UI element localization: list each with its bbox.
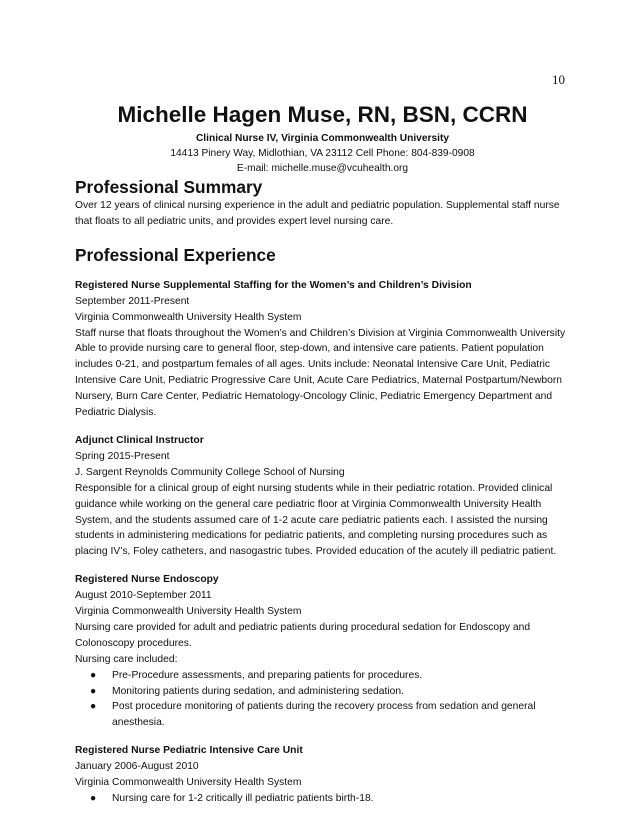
page-number: 10 — [552, 72, 565, 87]
summary-heading: Professional Summary — [75, 177, 263, 197]
bullet-icon: ● — [90, 701, 97, 713]
job-dates: January 2006-August 2010 — [75, 761, 199, 773]
job-entry — [75, 278, 570, 421]
contact-address: 14413 Pinery Way, Midlothian, VA 23112 Cell Phone: 804-839-0908 — [170, 148, 475, 159]
resume-content — [75, 100, 570, 807]
list-item-text: Nursing care for 1-2 critically ill pediatric patients birth-18. — [112, 793, 374, 804]
list-item-text: Pre-Procedure assessments, and preparing patients for procedures. — [112, 669, 423, 681]
duties-list — [75, 791, 570, 807]
job-dates: Spring 2015-Present — [75, 450, 170, 462]
bullet-icon: ● — [90, 685, 97, 697]
job-employer: Virginia Commonwealth University Health System — [75, 777, 302, 789]
experience-heading: Professional Experience — [75, 244, 276, 265]
current-position: Clinical Nurse IV, Virginia Commonwealth University — [195, 133, 450, 144]
job-employer: J. Sargent Reynolds Community College School of Nursing — [75, 466, 345, 478]
bullet-icon: ● — [90, 793, 97, 804]
job-title: Registered Nurse Pediatric Intensive Care Unit — [75, 745, 303, 757]
resume-name: Michelle Hagen Muse, RN, BSN, CCRN — [117, 102, 528, 127]
list-item — [75, 699, 570, 731]
job-dates: September 2011-Present — [75, 295, 190, 307]
job-description: Nursing care provided for adult and pediatric patients during procedural sedation for Endoscopy and Colonoscopy procedures. — [75, 621, 531, 649]
job-entry — [75, 433, 570, 560]
job-employer: Virginia Commonwealth University Health System — [75, 311, 302, 323]
list-item — [75, 791, 570, 807]
job-entry — [75, 743, 570, 807]
job-description: Staff nurse that floats throughout the Women’s and Children’s Division at Virginia Commonwealth University Able to provide nursing care to general floor, step-down, and intensive care patients. Patient population includes 0-21, and postpartum females of all ages. Units include: Neonatal Intensive Care Unit, Pediatric Intensive Care Unit, Pediatric Progressive Care Unit, Acute Care Pediatrics, Maternal Postpartum/Newborn Nursery, Burn Care Center, Pediatric Hematology-Oncology Clinic, Pediatric Emergency Department and Pediatric Dialysis. — [75, 327, 566, 419]
job-title: Registered Nurse Endoscopy — [75, 574, 219, 586]
job-title: Registered Nurse Supplemental Staffing for the Women’s and Children’s Division — [75, 279, 472, 291]
duties-list — [75, 668, 570, 732]
job-dates: August 2010-September 2011 — [75, 590, 212, 602]
job-title: Adjunct Clinical Instructor — [75, 434, 204, 446]
list-item-text: Post procedure monitoring of patients during the recovery process from sedation and general anesthesia. — [112, 701, 536, 729]
contact-email: E-mail: michelle.muse@vcuhealth.org — [236, 163, 409, 174]
list-item — [75, 668, 570, 684]
list-item-text: Monitoring patients during sedation, and administering sedation. — [112, 685, 404, 697]
job-entry — [75, 572, 570, 731]
bullet-icon: ● — [90, 669, 97, 681]
job-description: Responsible for a clinical group of eight nursing students while in their pediatric rotation. Provided clinical guidance while working on the general care pediatric floor at Virginia Commonwealth University Health System, and the students assumed care of 1-2 acute care pediatric patients each. I assisted the nursing students in administering medications for pediatric patients, and completing nursing procedures such as placing IV’s, Foley catheters, and nasogastric tubes. Provided education of the acutely ill pediatric patient. — [75, 482, 557, 558]
summary-text: Over 12 years of clinical nursing experience in the adult and pediatric population. Supplemental staff nurse that floats to all pediatric units, and provides expert level nursing care. — [75, 200, 560, 227]
list-item — [75, 684, 570, 700]
job-list-intro: Nursing care included: — [75, 653, 178, 665]
job-employer: Virginia Commonwealth University Health System — [75, 606, 302, 618]
